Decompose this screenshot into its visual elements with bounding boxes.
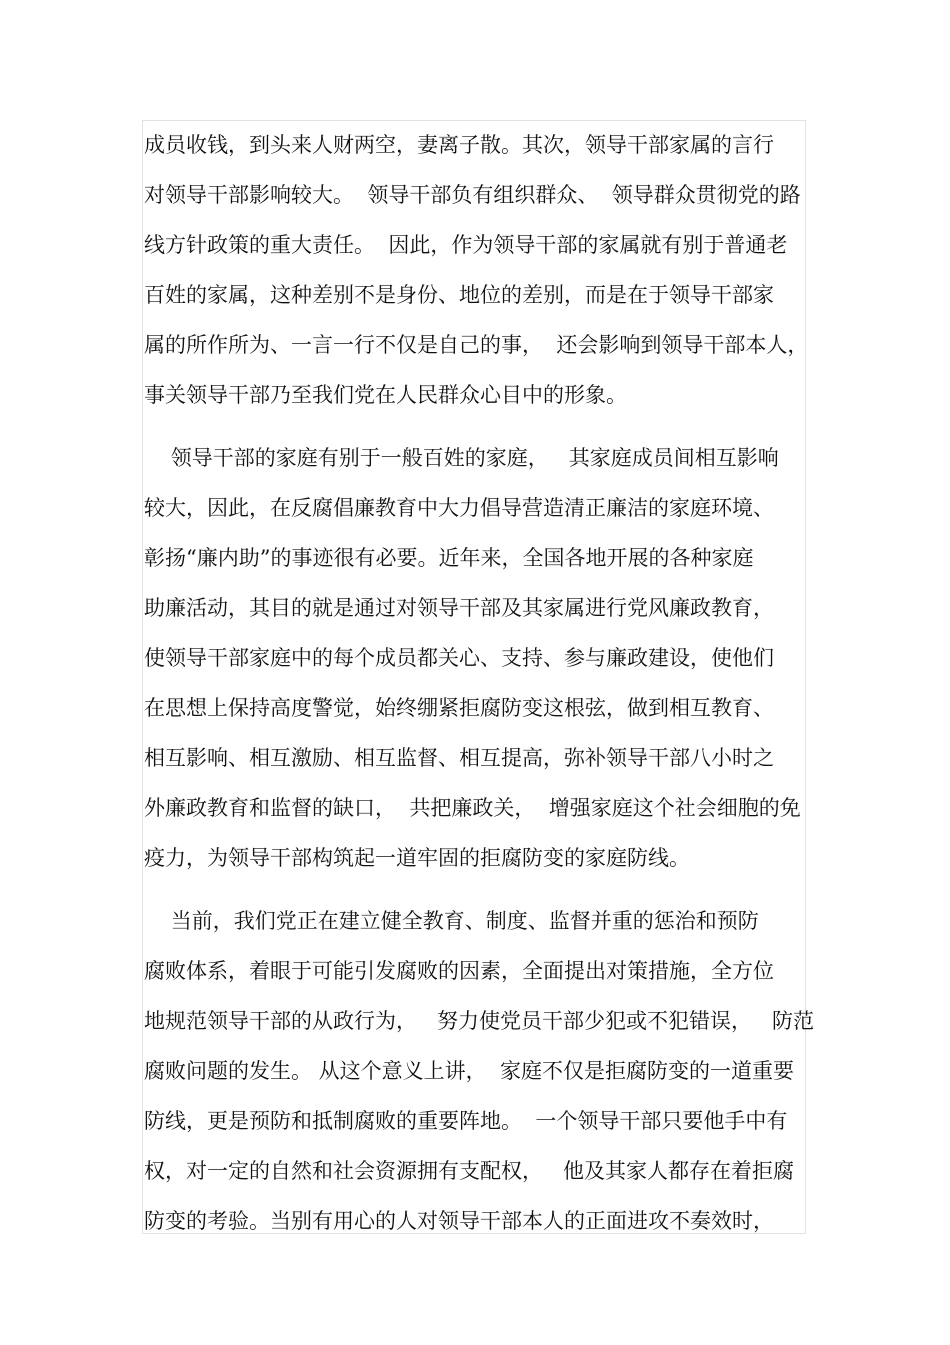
text-line: 权，对一定的自然和社会资源拥有支配权， 他及其家人都存在着拒腐 (144, 1159, 795, 1183)
text-line: 防线，更是预防和抵制腐败的重要阵地。 一个领导干部只要他手中有 (144, 1109, 788, 1133)
text-line: 属的所作所为、一言一行不仅是自己的事， 还会影响到领导干部本人， (144, 333, 809, 357)
text-line: 事关领导干部乃至我们党在人民群众心目中的形象。 (144, 383, 627, 407)
paragraph-2 (144, 433, 808, 883)
text-line: 当前，我们党正在建立健全教育、制度、监督并重的惩治和预防 (144, 909, 759, 933)
text-line: 相互影响、相互激励、相互监督、相互提高，弥补领导干部八小时之 (144, 746, 774, 770)
text-line: 在思想上保持高度警觉，始终绷紧拒腐防变这根弦，做到相互教育、 (144, 696, 774, 720)
text-line: 疫力，为领导干部构筑起一道牢固的拒腐防变的家庭防线。 (144, 846, 690, 870)
paragraph-gap (144, 420, 808, 433)
text-line: 防变的考验。当别有用心的人对领导干部本人的正面进攻不奏效时， (144, 1209, 774, 1233)
text-line: 较大，因此，在反腐倡廉教育中大力倡导营造清正廉洁的家庭环境、 (144, 496, 774, 520)
text-line: 外廉政教育和监督的缺口， 共把廉政关， 增强家庭这个社会细胞的免 (144, 796, 801, 820)
text-line: 线方针政策的重大责任。 因此，作为领导干部的家属就有别于普通老 (144, 233, 788, 257)
text-line: 对领导干部影响较大。 领导干部负有组织群众、 领导群众贯彻党的路 (144, 183, 801, 207)
text-line: 成员收钱，到头来人财两空，妻离子散。其次，领导干部家属的言行 (144, 133, 774, 157)
text-line: 百姓的家属，这种差别不是身份、地位的差别，而是在于领导干部家 (144, 283, 774, 307)
text-line: 腐败体系，着眼于可能引发腐败的因素，全面提出对策措施，全方位 (144, 959, 774, 983)
text-line: 助廉活动，其目的就是通过对领导干部及其家属进行党风廉政教育， (144, 596, 774, 620)
text-line: 地规范领导干部的从政行为， 努力使党员干部少犯或不犯错误， 防范 (144, 1009, 815, 1033)
text-line: 领导干部的家庭有别于一般百姓的家庭， 其家庭成员间相互影响 (144, 446, 779, 470)
document-body (144, 120, 815, 1246)
paragraph-1 (144, 120, 808, 420)
paragraph-3 (144, 896, 815, 1246)
text-line: 彰扬“廉内助”的事迹很有必要。近年来，全国各地开展的各种家庭 (144, 546, 754, 570)
paragraph-gap (144, 883, 808, 896)
text-line: 腐败问题的发生。 从这个意义上讲， 家庭不仅是拒腐防变的一道重要 (144, 1059, 795, 1083)
text-line: 使领导干部家庭中的每个成员都关心、支持、参与廉政建设，使他们 (144, 646, 774, 670)
